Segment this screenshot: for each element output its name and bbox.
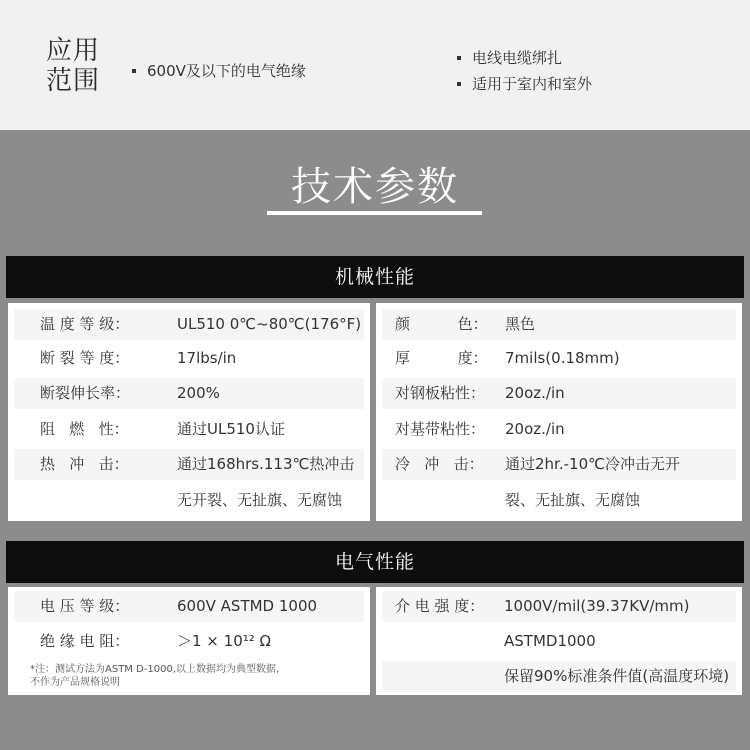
- spec-label: 厚 度：: [395, 349, 488, 367]
- electrical-right-panel: [376, 587, 742, 695]
- spec-label: 对基带粘性：: [395, 420, 486, 438]
- spec-value: 20oz./in: [505, 420, 565, 438]
- spec-value: 200%: [177, 384, 220, 402]
- spec-row: [382, 661, 736, 692]
- spec-row: [382, 309, 736, 340]
- spec-label: 颜 色：: [395, 315, 488, 333]
- spec-row: [382, 414, 736, 445]
- spec-row: [14, 591, 364, 622]
- spec-row: [382, 626, 736, 657]
- application-title-line2: 范围: [46, 66, 101, 96]
- spec-value: UL510 0℃~80℃(176°F): [177, 315, 362, 333]
- application-section: [0, 0, 750, 130]
- spec-label: 阻 燃 性：: [40, 420, 129, 438]
- tech-params-title: 技术参数: [291, 164, 459, 210]
- spec-label: 温 度 等 级：: [40, 315, 130, 333]
- spec-row: [382, 378, 736, 409]
- spec-value: ＞1 × 10¹² Ω: [177, 632, 271, 650]
- spec-value: 保留90%标准条件值(高温度环境): [504, 667, 730, 685]
- application-item: 600V及以下的电气绝缘: [130, 58, 306, 84]
- spec-row: [382, 591, 736, 622]
- spec-value: ASTMD1000: [504, 632, 596, 650]
- application-item: 适用于室内和室外: [455, 71, 592, 97]
- spec-value: 黑色: [505, 315, 536, 333]
- spec-value: 20oz./in: [505, 384, 565, 402]
- spec-value: 7mils(0.18mm): [505, 349, 620, 367]
- spec-row: [14, 626, 364, 657]
- spec-row: [14, 343, 364, 374]
- spec-label: 冷 冲 击：: [395, 455, 484, 473]
- spec-row: [14, 378, 364, 409]
- spec-label: 热 冲 击：: [40, 455, 129, 473]
- application-item: 电线电缆绑扎: [455, 45, 592, 71]
- spec-label: 电 压 等 级：: [40, 597, 130, 615]
- spec-row: [382, 485, 736, 516]
- spec-value: 无开裂、无扯旗、无腐蚀: [177, 491, 343, 509]
- spec-label: 断 裂 等 度：: [40, 349, 130, 367]
- spec-label: 对钢板粘性：: [395, 384, 486, 402]
- spec-value: 裂、无扯旗、无腐蚀: [505, 491, 641, 509]
- application-list-right: [455, 45, 592, 97]
- application-list-left: [130, 58, 306, 84]
- spec-value: 通过168hrs.113℃热冲击: [177, 455, 355, 473]
- tech-params-underline: [267, 211, 482, 215]
- spec-value: 1000V/mil(39.37KV/mm): [504, 597, 690, 615]
- spec-label: 介 电 强 度：: [395, 597, 485, 615]
- mechanical-right-panel: [376, 303, 742, 521]
- spec-row: [14, 485, 364, 516]
- test-method-note: *注：测试方法为ASTM D-1000,以上数据均为典型数据, 不作为产品规格说明: [30, 664, 280, 688]
- spec-label: 断裂伸长率：: [40, 384, 131, 402]
- spec-row: [382, 343, 736, 374]
- spec-value: 600V ASTMD 1000: [177, 597, 318, 615]
- electrical-left-panel: [8, 587, 370, 695]
- application-title: [46, 36, 116, 96]
- mechanical-section-header: 机械性能: [6, 256, 744, 298]
- spec-row: [382, 449, 736, 480]
- spec-value: 通过UL510认证: [177, 420, 285, 438]
- spec-row: [14, 309, 364, 340]
- spec-label: 绝 缘 电 阻：: [40, 632, 130, 650]
- mechanical-left-panel: [8, 303, 370, 521]
- spec-row: [14, 449, 364, 480]
- electrical-section-header: 电气性能: [6, 541, 744, 583]
- spec-value: 通过2hr.-10℃冷冲击无开: [505, 455, 680, 473]
- spec-row: [14, 414, 364, 445]
- spec-value: 17lbs/in: [177, 349, 237, 367]
- application-title-line1: 应用: [46, 36, 101, 66]
